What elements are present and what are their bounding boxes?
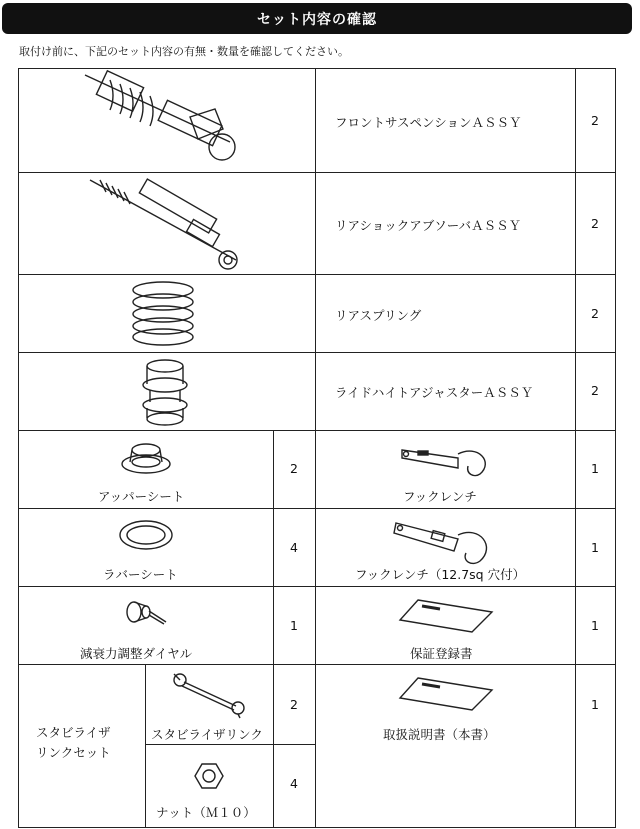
rear-spring-icon bbox=[128, 280, 198, 346]
item-qty: 1 bbox=[591, 461, 599, 476]
item-name: フロントサスペンションＡＳＳＹ bbox=[335, 115, 522, 130]
ride-height-adjuster-icon bbox=[140, 358, 190, 426]
item-qty: 2 bbox=[591, 113, 599, 128]
nut-icon bbox=[194, 762, 224, 790]
group-name-line2: リンクセット bbox=[36, 745, 111, 760]
item-qty: 1 bbox=[290, 618, 298, 633]
item-qty: 2 bbox=[591, 306, 599, 321]
manual-icon bbox=[398, 676, 494, 712]
item-qty: 2 bbox=[290, 697, 298, 712]
item-name: リアショックアブソーバＡＳＳＹ bbox=[335, 218, 522, 233]
item-qty: 2 bbox=[290, 461, 298, 476]
item-name: リアスプリング bbox=[335, 308, 422, 323]
item-qty: 2 bbox=[591, 383, 599, 398]
instruction-note: 取付け前に、下記のセット内容の有無・数量を確認してください。 bbox=[19, 45, 349, 58]
item-name: フックレンチ bbox=[403, 489, 477, 504]
upper-seat-icon bbox=[120, 440, 172, 476]
item-qty: 1 bbox=[591, 618, 599, 633]
item-name: ナット（Ｍ１０） bbox=[156, 805, 256, 820]
item-qty: 4 bbox=[290, 776, 298, 791]
item-qty: 1 bbox=[591, 697, 599, 712]
rear-shock-icon bbox=[88, 176, 248, 272]
item-name: 取扱説明書（本書） bbox=[383, 727, 496, 742]
rubber-seat-icon bbox=[118, 518, 174, 552]
item-name: 減衰力調整ダイヤル bbox=[80, 646, 193, 661]
hook-wrench-icon bbox=[398, 440, 494, 478]
item-qty: 2 bbox=[591, 216, 599, 231]
hook-wrench-hole-icon bbox=[392, 515, 496, 567]
item-name: ライドハイトアジャスターＡＳＳＹ bbox=[335, 385, 534, 400]
section-title: セット内容の確認 bbox=[2, 3, 632, 34]
item-qty: 1 bbox=[591, 540, 599, 555]
front-suspension-icon bbox=[80, 72, 250, 168]
warranty-card-icon bbox=[398, 598, 494, 634]
item-qty: 4 bbox=[290, 540, 298, 555]
group-name-line1: スタビライザ bbox=[36, 725, 111, 740]
damping-dial-icon bbox=[124, 600, 168, 630]
item-name: アッパーシート bbox=[98, 489, 185, 504]
item-name: スタビライザリンク bbox=[151, 727, 263, 742]
item-name: フックレンチ（12.7sq 穴付） bbox=[355, 567, 526, 582]
item-name: 保証登録書 bbox=[410, 646, 473, 661]
stabilizer-link-icon bbox=[170, 670, 250, 718]
item-name: ラバーシート bbox=[103, 567, 178, 582]
